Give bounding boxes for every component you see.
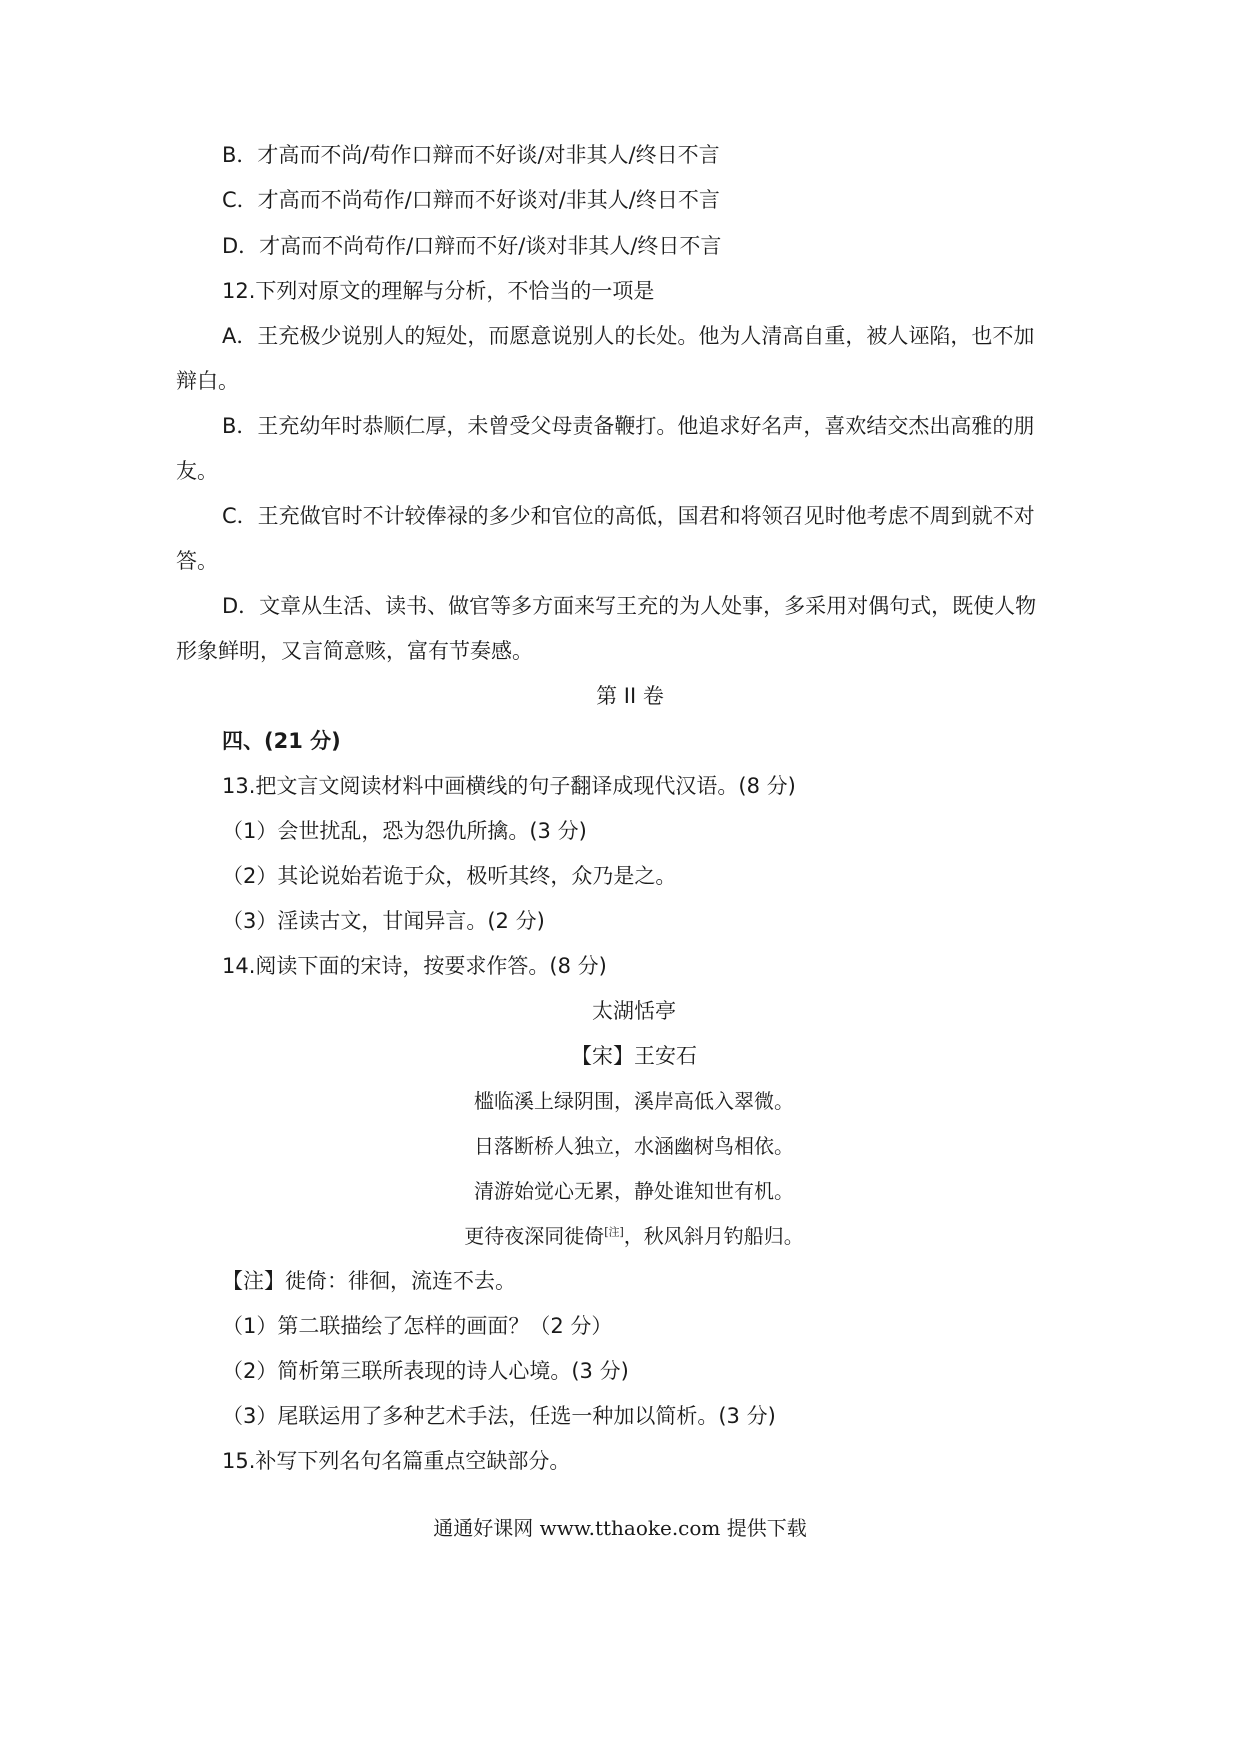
volume-heading: 第 II 卷 — [596, 684, 664, 708]
poem-line-2: 日落断桥人独立，水涵幽树鸟相依。 — [474, 1134, 794, 1158]
q12-option-d-line1: D．文章从生活、读书、做官等多方面来写王充的为人处事，多采用对偶句式，既使人物 — [222, 594, 1037, 618]
q11-option-d: D．才高而不尚苟作/口辩而不好/谈对非其人/终日不言 — [222, 234, 722, 258]
q14-sub-2: （2）简析第三联所表现的诗人心境。(3 分) — [222, 1359, 629, 1383]
q14-stem: 14.阅读下面的宋诗，按要求作答。(8 分) — [222, 954, 607, 978]
q13-sentence-1: （1）会世扰乱，恐为怨仇所擒。(3 分) — [222, 819, 587, 843]
q15-stem: 15.补写下列名句名篇重点空缺部分。 — [222, 1449, 571, 1473]
q12-option-c-line1: C．王充做官时不计较俸禄的多少和官位的高低，国君和将领召见时他考虑不周到就不对 — [222, 504, 1035, 528]
q12-option-b-line2: 友。 — [176, 459, 218, 483]
poem-line-4-part1: 更待夜深同徙倚 — [464, 1224, 605, 1248]
q13-stem: 13.把文言文阅读材料中画横线的句子翻译成现代汉语。(8 分) — [222, 774, 796, 798]
poem-line-4-part2: ，秋风斜月钓船归。 — [623, 1224, 804, 1248]
section-four-heading: 四、(21 分) — [222, 729, 341, 753]
poem-author: 【宋】王安石 — [571, 1044, 697, 1068]
q14-sub-1: （1）第二联描绘了怎样的画面？（2 分） — [222, 1314, 613, 1338]
q12-stem: 12.下列对原文的理解与分析，不恰当的一项是 — [222, 279, 655, 303]
poem-line-1: 槛临溪上绿阴围，溪岸高低入翠微。 — [474, 1089, 794, 1113]
q11-option-b: B．才高而不尚/苟作口辩而不好谈/对非其人/终日不言 — [222, 143, 720, 167]
q13-sentence-2: （2）其论说始若诡于众，极听其终，众乃是之。 — [222, 864, 677, 888]
page-footer: 通通好课网 www.tthaoke.com 提供下载 — [433, 1516, 807, 1540]
q13-sentence-3: （3）淫读古文，甘闻异言。(2 分) — [222, 909, 545, 933]
poem-title: 太湖恬亭 — [592, 999, 676, 1023]
q12-option-c-line2: 答。 — [176, 549, 218, 573]
q12-option-a-line1: A．王充极少说别人的短处，而愿意说别人的长处。他为人清高自重，被人诬陷，也不加 — [222, 324, 1035, 348]
poem-line-3: 清游始觉心无累，静处谁知世有机。 — [474, 1179, 794, 1203]
poem-line-4 — [0, 1222, 1240, 1250]
q12-option-b-line1: B．王充幼年时恭顺仁厚，未曾受父母责备鞭打。他追求好名声，喜欢结交杰出高雅的朋 — [222, 414, 1035, 438]
q14-sub-3: （3）尾联运用了多种艺术手法，任选一种加以简析。(3 分) — [222, 1404, 776, 1428]
q12-option-d-line2: 形象鲜明，又言简意赅，富有节奏感。 — [176, 639, 533, 663]
q11-option-c: C．才高而不尚苟作/口辩而不好谈对/非其人/终日不言 — [222, 188, 720, 212]
poem-note-marker: [注] — [604, 1225, 624, 1239]
poem-annotation: 【注】徙倚：徘徊，流连不去。 — [222, 1269, 516, 1293]
q12-option-a-line2: 辩白。 — [176, 369, 239, 393]
